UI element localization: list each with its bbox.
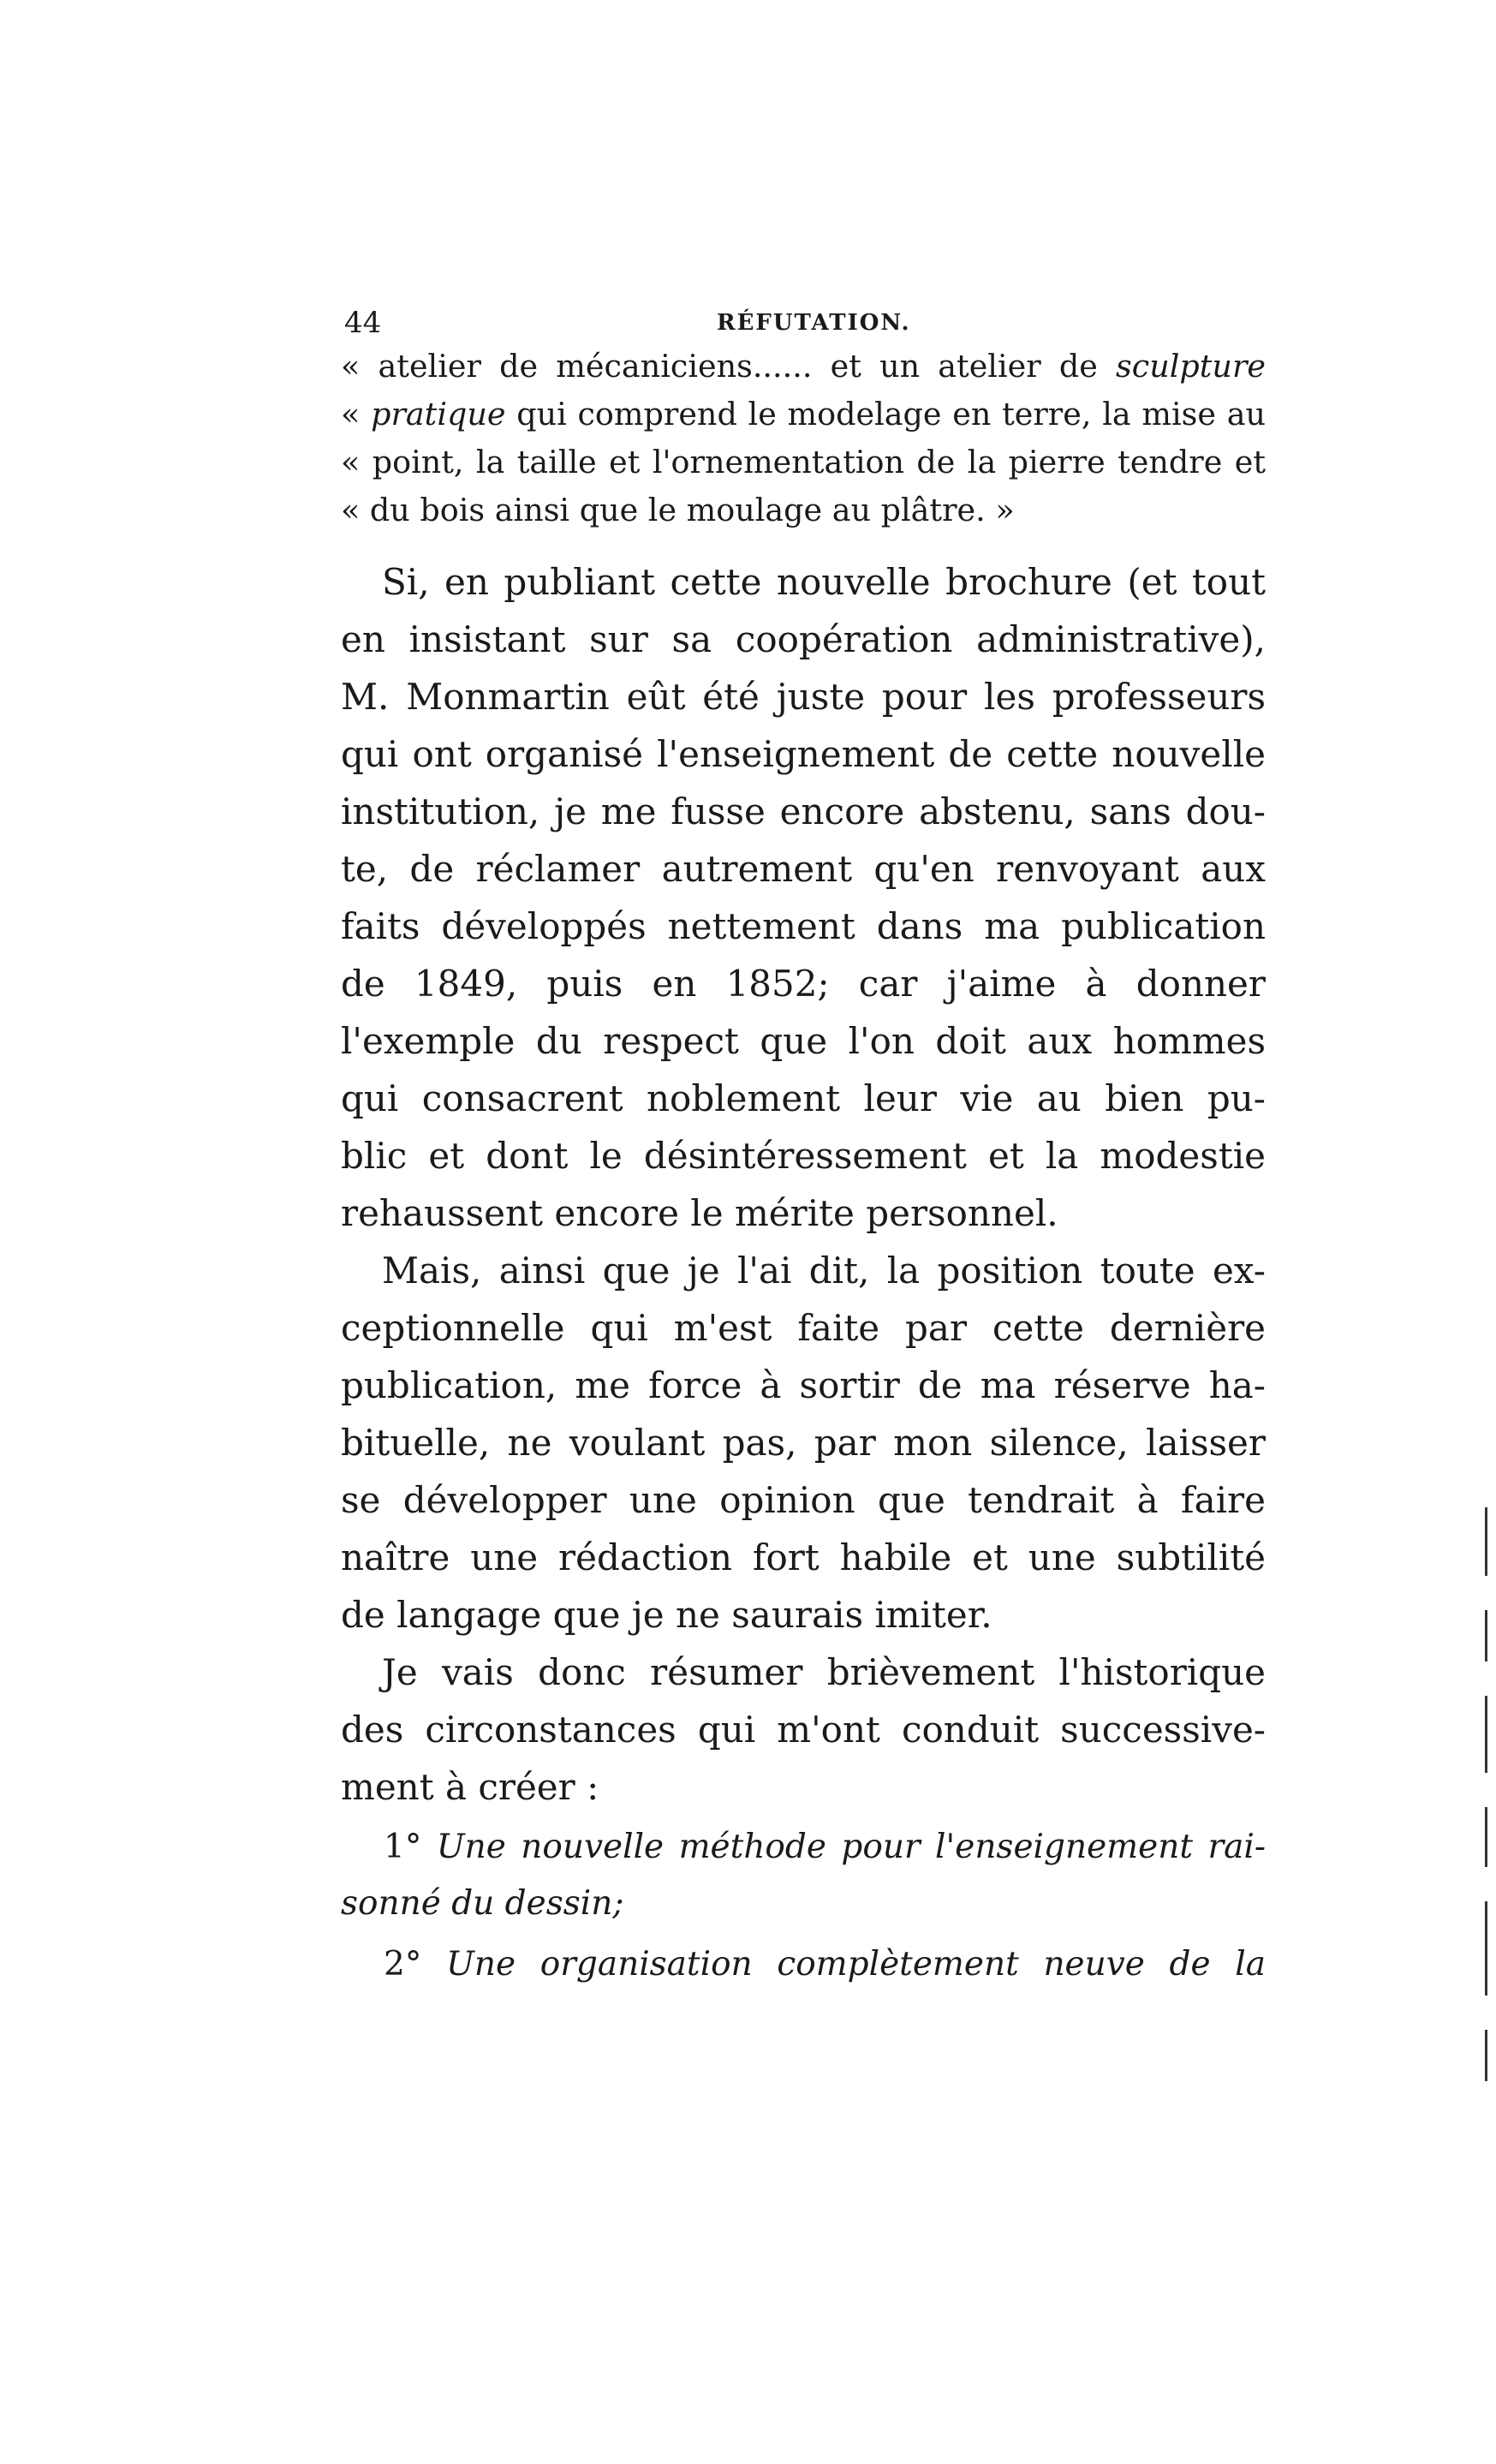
text-line: Je vais donc résumer brièvement l'historique [382,1651,1266,1693]
text-line: publication, me force à sortir de ma réserve ha- [341,1364,1266,1406]
list-line: 1° Une nouvelle méthode pour l'enseignement rai- [384,1828,1266,1866]
text-line: en insistant sur sa coopération administrative), [341,618,1266,660]
text-line: des circonstances qui m'ont conduit successive- [341,1709,1266,1751]
text-line: ment à créer : [341,1766,599,1808]
text-line: institution, je me fusse encore abstenu, sans dou- [341,791,1266,832]
text-line: bituelle, ne voulant pas, par mon silence, laisser [341,1422,1266,1464]
running-title: RÉFUTATION. [717,310,911,336]
page-number: 44 [344,306,382,340]
body-text [341,553,1266,1816]
text-line: naître une rédaction fort habile et une subtilité [341,1536,1266,1578]
paragraph-2 [341,1242,1266,1644]
page-header [344,301,1261,344]
text-line: de langage que je ne saurais imiter. [341,1594,992,1636]
list-number: 1° [384,1828,422,1866]
list-item-2 [341,1936,1266,1993]
quote-line: « point, la taille et l'ornementation de la pierre tendre et [341,444,1266,480]
text-line: Mais, ainsi que je l'ai dit, la position toute ex- [382,1250,1266,1292]
list-item-1 [341,1819,1266,1932]
text-line: rehaussent encore le mérite personnel. [341,1192,1058,1234]
paragraph-3 [341,1644,1266,1816]
list-number: 2° [384,1945,422,1984]
text-line: l'exemple du respect que l'on doit aux hommes [341,1020,1266,1062]
text-line: faits développés nettement dans ma publication [341,905,1266,947]
quote-line: « du bois ainsi que le moulage au plâtre. » [341,492,1015,528]
text-line: qui consacrent noblement leur vie au bien pu- [341,1077,1266,1119]
quotation-block [341,343,1266,534]
page-edge-marks [1485,1507,1488,2278]
text-line: se développer une opinion que tendrait à faire [341,1479,1266,1521]
text-line: ceptionnelle qui m'est faite par cette dernière [341,1307,1266,1349]
text-line: blic et dont le désintéressement et la modestie [341,1135,1266,1177]
paragraph-1 [341,553,1266,1242]
list-line: 2° Une organisation complètement neuve de la [384,1945,1266,1984]
text-line: qui ont organisé l'enseignement de cette nouvelle [341,733,1266,775]
text-line: Si, en publiant cette nouvelle brochure (et tout [382,561,1266,603]
text-line: de 1849, puis en 1852; car j'aime à donner [341,963,1266,1005]
list-line: sonné du dessin; [341,1884,624,1923]
text-line: M. Monmartin eût été juste pour les professeurs [341,676,1266,718]
quote-line: « atelier de mécaniciens...... et un atelier de sculpture [341,348,1266,385]
text-line: te, de réclamer autrement qu'en renvoyant aux [341,848,1266,890]
quote-line: « pratique qui comprend le modelage en terre, la mise au [341,396,1266,433]
